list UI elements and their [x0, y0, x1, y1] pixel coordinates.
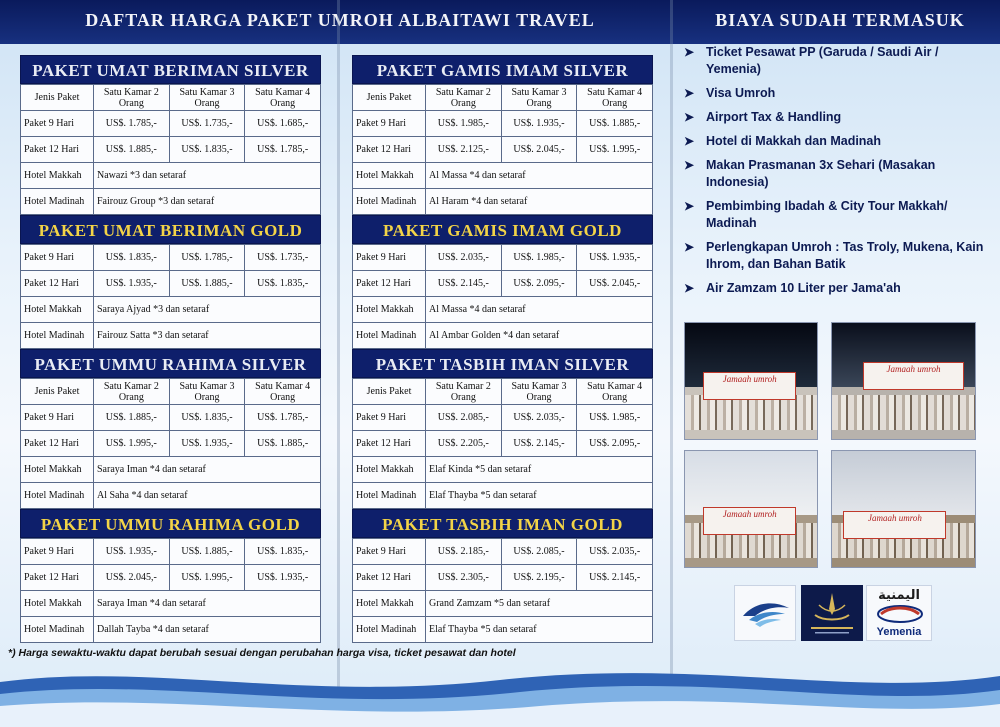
- includes-item-label: Makan Prasmanan 3x Sehari (Masakan Indonesia): [706, 158, 936, 189]
- hotel-row: [353, 483, 653, 509]
- price-cell: US$. 2.085,-: [426, 405, 502, 431]
- price-cell: US$. 1.785,-: [245, 405, 321, 431]
- price-cell: US$. 2.125,-: [426, 137, 502, 163]
- row-label: Hotel Makkah: [353, 297, 426, 323]
- price-footnote: *) Harga sewaktu-waktu dapat berubah sesuai dengan perubahan harga visa, ticket pesawat dan hotel: [8, 647, 516, 659]
- row-label: Paket 12 Hari: [21, 565, 94, 591]
- price-row: [21, 539, 321, 565]
- row-label: Hotel Madinah: [353, 617, 426, 643]
- price-cell: US$. 2.145,-: [577, 565, 653, 591]
- price-table: [352, 538, 653, 643]
- hotel-name: Elaf Thayba *5 dan setaraf: [426, 617, 653, 643]
- price-row: [21, 405, 321, 431]
- price-cell: US$. 1.785,-: [94, 111, 170, 137]
- price-row: [353, 565, 653, 591]
- hotel-row: [21, 189, 321, 215]
- row-label: Paket 9 Hari: [21, 245, 94, 271]
- left-price-column: [20, 55, 321, 643]
- price-cell: US$. 1.885,-: [577, 111, 653, 137]
- includes-item: [684, 109, 989, 126]
- includes-title: BIAYA SUDAH TERMASUK: [715, 10, 965, 30]
- price-table: [352, 244, 653, 349]
- price-table: [20, 244, 321, 349]
- row-label: Hotel Madinah: [21, 189, 94, 215]
- includes-item: [684, 133, 989, 150]
- includes-item: [684, 44, 989, 78]
- includes-item: [684, 157, 989, 191]
- hotel-row: [353, 323, 653, 349]
- row-label: Paket 12 Hari: [353, 137, 426, 163]
- yemenia-label: Yemenia: [876, 626, 922, 638]
- hotel-row: [353, 189, 653, 215]
- price-row: [21, 245, 321, 271]
- group-banner: Jamaah umroh: [703, 372, 795, 400]
- price-cell: US$. 2.305,-: [426, 565, 502, 591]
- price-table: [20, 378, 321, 509]
- row-label: Hotel Madinah: [21, 617, 94, 643]
- price-table: [352, 84, 653, 215]
- arrow-bullet-icon: ➤: [684, 45, 695, 59]
- row-label: Hotel Madinah: [353, 323, 426, 349]
- price-cell: US$. 1.885,-: [94, 405, 170, 431]
- column-header: Jenis Paket: [353, 379, 426, 405]
- price-cell: US$. 1.735,-: [169, 111, 245, 137]
- column-header: Satu Kamar 3 Orang: [501, 379, 577, 405]
- column-header: Satu Kamar 2 Orang: [94, 85, 170, 111]
- price-cell: US$. 2.195,-: [501, 565, 577, 591]
- row-label: Hotel Makkah: [353, 457, 426, 483]
- price-row: [353, 539, 653, 565]
- price-cell: US$. 1.885,-: [245, 431, 321, 457]
- includes-item: [684, 198, 989, 232]
- price-cell: US$. 2.095,-: [501, 271, 577, 297]
- column-header: Satu Kamar 4 Orang: [577, 85, 653, 111]
- price-row: [353, 431, 653, 457]
- includes-list: [684, 44, 989, 304]
- hotel-row: [353, 457, 653, 483]
- price-cell: US$. 1.835,-: [169, 137, 245, 163]
- hotel-row: [21, 163, 321, 189]
- column-header: Jenis Paket: [353, 85, 426, 111]
- row-label: Hotel Madinah: [353, 483, 426, 509]
- row-label: Paket 9 Hari: [21, 111, 94, 137]
- price-cell: US$. 2.085,-: [501, 539, 577, 565]
- price-row: [21, 137, 321, 163]
- price-table: [352, 378, 653, 509]
- hotel-name: Al Ambar Golden *4 dan setaraf: [426, 323, 653, 349]
- arrow-bullet-icon: ➤: [684, 281, 695, 295]
- price-cell: US$. 1.885,-: [94, 137, 170, 163]
- price-row: [353, 245, 653, 271]
- price-cell: US$. 1.885,-: [169, 271, 245, 297]
- column-header: Satu Kamar 3 Orang: [169, 379, 245, 405]
- middle-price-column: [352, 55, 653, 643]
- price-row: [353, 271, 653, 297]
- includes-item: [684, 280, 989, 297]
- price-cell: US$. 2.145,-: [426, 271, 502, 297]
- row-label: Paket 12 Hari: [21, 271, 94, 297]
- photo-mosque-night: [831, 322, 976, 440]
- package-title: PAKET GAMIS IMAM GOLD: [352, 215, 653, 244]
- price-cell: US$. 1.685,-: [245, 111, 321, 137]
- price-cell: US$. 2.035,-: [501, 405, 577, 431]
- column-header: Jenis Paket: [21, 85, 94, 111]
- hotel-row: [353, 163, 653, 189]
- table-header-row: [353, 379, 653, 405]
- group-banner: Jamaah umroh: [703, 507, 795, 535]
- hotel-name: Nawazi *3 dan setaraf: [94, 163, 321, 189]
- price-cell: US$. 1.985,-: [426, 111, 502, 137]
- hotel-row: [21, 297, 321, 323]
- price-row: [21, 431, 321, 457]
- row-label: Paket 12 Hari: [353, 565, 426, 591]
- price-row: [21, 271, 321, 297]
- price-cell: US$. 1.935,-: [94, 539, 170, 565]
- hotel-name: Saraya Ajyad *3 dan setaraf: [94, 297, 321, 323]
- price-cell: US$. 1.935,-: [577, 245, 653, 271]
- hotel-row: [21, 323, 321, 349]
- photo-palm-courtyard: [684, 450, 818, 568]
- includes-item: [684, 239, 989, 273]
- hotel-name: Saraya Iman *4 dan setaraf: [94, 591, 321, 617]
- price-cell: US$. 2.045,-: [501, 137, 577, 163]
- price-cell: US$. 2.145,-: [501, 431, 577, 457]
- price-row: [353, 111, 653, 137]
- hotel-row: [353, 617, 653, 643]
- price-cell: US$. 1.995,-: [169, 565, 245, 591]
- garuda-logo-icon: [734, 585, 796, 641]
- includes-item-label: Ticket Pesawat PP (Garuda / Saudi Air / Yemenia): [706, 45, 939, 76]
- price-cell: US$. 2.045,-: [577, 271, 653, 297]
- hotel-name: Al Saha *4 dan setaraf: [94, 483, 321, 509]
- fold-line: [670, 0, 673, 727]
- price-cell: US$. 1.935,-: [94, 271, 170, 297]
- table-header-row: [21, 85, 321, 111]
- price-table: [20, 538, 321, 643]
- package-title: PAKET TASBIH IMAN GOLD: [352, 509, 653, 538]
- includes-item-label: Airport Tax & Handling: [706, 110, 842, 124]
- bottom-wave-decoration: [0, 662, 1000, 727]
- arrow-bullet-icon: ➤: [684, 240, 695, 254]
- price-cell: US$. 1.995,-: [94, 431, 170, 457]
- price-row: [353, 405, 653, 431]
- fold-line: [337, 0, 340, 727]
- hotel-name: Elaf Kinda *5 dan setaraf: [426, 457, 653, 483]
- hotel-row: [21, 483, 321, 509]
- includes-item-label: Pembimbing Ibadah & City Tour Makkah/ Madinah: [706, 199, 948, 230]
- row-label: Hotel Makkah: [21, 457, 94, 483]
- package-title: PAKET UMMU RAHIMA SILVER: [20, 349, 321, 378]
- hotel-row: [353, 591, 653, 617]
- column-header: Satu Kamar 3 Orang: [169, 85, 245, 111]
- package-title: PAKET UMMU RAHIMA GOLD: [20, 509, 321, 538]
- row-label: Hotel Madinah: [21, 483, 94, 509]
- row-label: Hotel Madinah: [21, 323, 94, 349]
- price-cell: US$. 1.985,-: [577, 405, 653, 431]
- row-label: Paket 9 Hari: [21, 539, 94, 565]
- price-table: [20, 84, 321, 215]
- price-list-title: DAFTAR HARGA PAKET UMROH ALBAITAWI TRAVEL: [85, 10, 595, 30]
- hotel-row: [21, 591, 321, 617]
- price-cell: US$. 2.185,-: [426, 539, 502, 565]
- arrow-bullet-icon: ➤: [684, 199, 695, 213]
- row-label: Hotel Makkah: [353, 591, 426, 617]
- includes-item-label: Visa Umroh: [706, 86, 776, 100]
- row-label: Hotel Makkah: [21, 163, 94, 189]
- yemenia-logo-icon: [866, 585, 932, 641]
- includes-item: [684, 85, 989, 102]
- row-label: Paket 9 Hari: [353, 539, 426, 565]
- price-row: [21, 565, 321, 591]
- row-label: Hotel Makkah: [353, 163, 426, 189]
- row-label: Paket 9 Hari: [353, 111, 426, 137]
- photo-makkah-night: [684, 322, 818, 440]
- arrow-bullet-icon: ➤: [684, 158, 695, 172]
- includes-item-label: Air Zamzam 10 Liter per Jama'ah: [706, 281, 901, 295]
- price-cell: US$. 1.835,-: [169, 405, 245, 431]
- group-banner: Jamaah umroh: [863, 362, 963, 390]
- hotel-row: [21, 617, 321, 643]
- price-cell: US$. 1.935,-: [501, 111, 577, 137]
- price-cell: US$. 1.935,-: [245, 565, 321, 591]
- column-header: Satu Kamar 4 Orang: [245, 85, 321, 111]
- saudia-logo-icon: [801, 585, 863, 641]
- column-header: Satu Kamar 2 Orang: [94, 379, 170, 405]
- package-title: PAKET UMAT BERIMAN SILVER: [20, 55, 321, 84]
- price-cell: US$. 1.995,-: [577, 137, 653, 163]
- hotel-row: [21, 457, 321, 483]
- hotel-name: Grand Zamzam *5 dan setaraf: [426, 591, 653, 617]
- photo-group-outdoor: [831, 450, 976, 568]
- column-header: Satu Kamar 4 Orang: [577, 379, 653, 405]
- table-header-row: [21, 379, 321, 405]
- row-label: Hotel Makkah: [21, 297, 94, 323]
- price-cell: US$. 2.205,-: [426, 431, 502, 457]
- table-header-row: [353, 85, 653, 111]
- row-label: Paket 12 Hari: [21, 431, 94, 457]
- hotel-name: Al Haram *4 dan setaraf: [426, 189, 653, 215]
- row-label: Paket 9 Hari: [353, 245, 426, 271]
- includes-item-label: Perlengkapan Umroh : Tas Troly, Mukena, Kain Ihrom, dan Bahan Batik: [706, 240, 984, 271]
- price-cell: US$. 1.735,-: [245, 245, 321, 271]
- price-cell: US$. 2.035,-: [577, 539, 653, 565]
- row-label: Paket 9 Hari: [21, 405, 94, 431]
- includes-item-label: Hotel di Makkah dan Madinah: [706, 134, 882, 148]
- price-cell: US$. 1.885,-: [169, 539, 245, 565]
- column-header: Satu Kamar 2 Orang: [426, 85, 502, 111]
- arrow-bullet-icon: ➤: [684, 86, 695, 100]
- row-label: Paket 9 Hari: [353, 405, 426, 431]
- hotel-name: Saraya Iman *4 dan setaraf: [94, 457, 321, 483]
- hotel-name: Al Massa *4 dan setaraf: [426, 163, 653, 189]
- price-cell: US$. 2.035,-: [426, 245, 502, 271]
- column-header: Satu Kamar 2 Orang: [426, 379, 502, 405]
- group-banner: Jamaah umroh: [843, 511, 946, 539]
- package-title: PAKET GAMIS IMAM SILVER: [352, 55, 653, 84]
- hotel-name: Fairouz Group *3 dan setaraf: [94, 189, 321, 215]
- row-label: Hotel Makkah: [21, 591, 94, 617]
- column-header: Satu Kamar 4 Orang: [245, 379, 321, 405]
- price-cell: US$. 1.835,-: [245, 271, 321, 297]
- price-cell: US$. 1.985,-: [501, 245, 577, 271]
- row-label: Hotel Madinah: [353, 189, 426, 215]
- hotel-name: Elaf Thayba *5 dan setaraf: [426, 483, 653, 509]
- hotel-name: Fairouz Satta *3 dan setaraf: [94, 323, 321, 349]
- yemenia-arabic-label: اليمنية: [878, 588, 920, 603]
- price-row: [21, 111, 321, 137]
- package-title: PAKET UMAT BERIMAN GOLD: [20, 215, 321, 244]
- row-label: Paket 12 Hari: [21, 137, 94, 163]
- price-cell: US$. 1.785,-: [169, 245, 245, 271]
- price-row: [353, 137, 653, 163]
- price-cell: US$. 2.095,-: [577, 431, 653, 457]
- price-cell: US$. 1.785,-: [245, 137, 321, 163]
- price-cell: US$. 1.835,-: [94, 245, 170, 271]
- price-cell: US$. 1.835,-: [245, 539, 321, 565]
- hotel-name: Al Massa *4 dan setaraf: [426, 297, 653, 323]
- arrow-bullet-icon: ➤: [684, 134, 695, 148]
- column-header: Satu Kamar 3 Orang: [501, 85, 577, 111]
- row-label: Paket 12 Hari: [353, 271, 426, 297]
- row-label: Paket 12 Hari: [353, 431, 426, 457]
- column-header: Jenis Paket: [21, 379, 94, 405]
- hotel-row: [353, 297, 653, 323]
- hotel-name: Dallah Tayba *4 dan setaraf: [94, 617, 321, 643]
- arrow-bullet-icon: ➤: [684, 110, 695, 124]
- price-cell: US$. 1.935,-: [169, 431, 245, 457]
- package-title: PAKET TASBIH IMAN SILVER: [352, 349, 653, 378]
- price-cell: US$. 2.045,-: [94, 565, 170, 591]
